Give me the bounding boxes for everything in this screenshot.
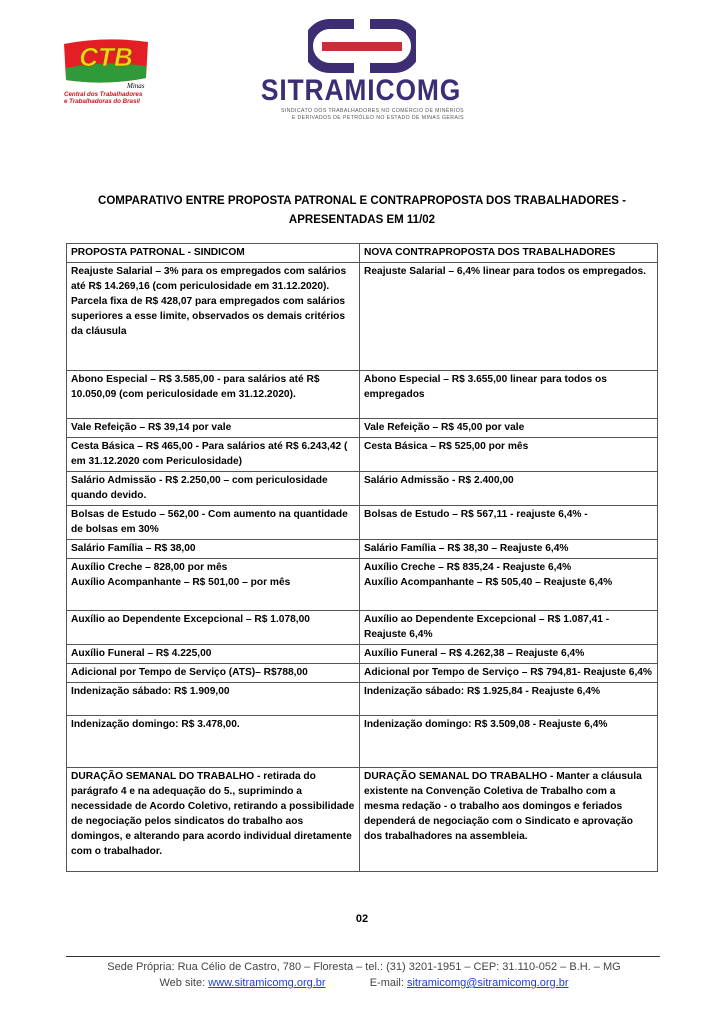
row-sunday-compensation-workers: Indenização domingo: R$ 3.509,08 - Reajuste 6,4%: [360, 716, 658, 768]
footer-contacts: [60, 977, 668, 989]
footer-divider: [66, 956, 660, 957]
ctb-logo: [62, 38, 162, 114]
table-row: [67, 371, 658, 419]
page-number: 02: [355, 913, 369, 925]
table-header-row: [67, 244, 658, 263]
table-row: [67, 438, 658, 472]
table-row: [67, 263, 658, 371]
ctb-flag-icon: [62, 38, 150, 84]
document-title: [60, 192, 664, 230]
row-food-basket-workers: Cesta Básica – R$ 525,00 por mês: [360, 438, 658, 472]
row-meal-voucher-employer: Vale Refeição – R$ 39,14 por vale: [67, 419, 360, 438]
comparison-table: [66, 243, 658, 872]
table-row: [67, 768, 658, 872]
row-saturday-compensation-employer: Indenização sábado: R$ 1.909,00: [67, 683, 360, 716]
sitramicomg-name: SITRAMICOMG: [260, 74, 462, 107]
email-link[interactable]: sitramicomg@sitramicomg.org.br: [406, 977, 569, 989]
email-label: E-mail:: [369, 977, 407, 989]
table-row: [67, 645, 658, 664]
row-saturday-compensation-workers: Indenização sábado: R$ 1.925,84 - Reajuste 6,4%: [360, 683, 658, 716]
sitramicomg-subtitle: [264, 108, 464, 121]
table-row: [67, 559, 658, 611]
sitramicomg-emblem-icon: [308, 18, 416, 74]
row-weekly-workload-employer: DURAÇÃO SEMANAL DO TRABALHO - retirada do parágrafo 4 e na adequação do 5., suprimindo a necessidade de Acordo Coletivo, retirando a possibilidade de negociação pelos sindicatos do trabalho aos domingos, e alterando para acordo individual diretamente com o trabalhador.: [67, 768, 360, 872]
table-row: [67, 419, 658, 438]
header-workers-counterproposal: NOVA CONTRAPROPOSTA DOS TRABALHADORES: [360, 244, 658, 263]
row-admission-salary-employer: Salário Admissão - R$ 2.250,00 – com periculosidade quando devido.: [67, 472, 360, 506]
table-row: [67, 664, 658, 683]
ctb-subtitle-line1: Central dos Trabalhadores: [64, 91, 143, 98]
cell-text: Reajuste Salarial – 6,4% linear para todos os empregados.: [364, 266, 646, 277]
row-food-basket-employer: Cesta Básica – R$ 465,00 - Para salários até R$ 6.243,42 ( em 31.12.2020 com Periculosidade): [67, 438, 360, 472]
row-salary-adjustment-workers: [360, 263, 658, 371]
row-family-salary-employer: Salário Família – R$ 38,00: [67, 540, 360, 559]
ctb-region: Minas: [127, 82, 145, 90]
row-seniority-bonus-workers: Adicional por Tempo de Serviço – R$ 794,81- Reajuste 6,4%: [360, 664, 658, 683]
sitramicomg-subtitle-line1: SINDICATO DOS TRABALHADORES NO COMÉRCIO DE MINÉRIOS: [281, 108, 464, 114]
sitramicomg-subtitle-line2: E DERIVADOS DE PETRÓLEO NO ESTADO DE MINAS GERAIS: [291, 114, 464, 121]
row-weekly-workload-workers: DURAÇÃO SEMANAL DO TRABALHO - Manter a cláusula existente na Convenção Coletiva de Trabalho com a mesma redação - o trabalho aos domingos e feriados dependerá de negociação com o Sindicato e aprovação dos trabalhadores na assembleia.: [360, 768, 658, 872]
cell-text: Reajuste Salarial – 3% para os empregados com salários até R$ 14.269,16 (com periculosidade em 31.12.2020). Parcela fixa de R$ 428,07 para empregados com salários superiores a esse limite, observados os demais critérios da cláusula: [71, 266, 347, 337]
row-seniority-bonus-employer: Adicional por Tempo de Serviço (ATS)– R$788,00: [67, 664, 360, 683]
document-title-line1: COMPARATIVO ENTRE PROPOSTA PATRONAL E CONTRAPROPOSTA DOS TRABALHADORES -: [98, 195, 626, 207]
row-sunday-compensation-employer: Indenização domingo: R$ 3.478,00.: [67, 716, 360, 768]
footer-address: Sede Própria: Rua Célio de Castro, 780 – Floresta – tel.: (31) 3201-1951 – CEP: 31.110-052 – B.H. – MG: [107, 961, 621, 973]
table-row: [67, 506, 658, 540]
row-daycare-aid-workers: [360, 559, 658, 611]
ctb-subtitle: [64, 91, 142, 105]
row-salary-adjustment-employer: [67, 263, 360, 371]
row-funeral-aid-employer: Auxílio Funeral – R$ 4.225,00: [67, 645, 360, 664]
row-meal-voucher-workers: Vale Refeição – R$ 45,00 por vale: [360, 419, 658, 438]
header-employer-proposal: PROPOSTA PATRONAL - SINDICOM: [67, 244, 360, 263]
row-daycare-aid-employer: [67, 559, 360, 611]
document-title-line2: APRESENTADAS EM 11/02: [288, 214, 436, 226]
cell-text: Auxílio Creche – R$ 835,24 - Reajuste 6,4% Auxílio Acompanhante – R$ 505,40 – Reajuste 6,4%: [364, 562, 613, 588]
table-row: [67, 540, 658, 559]
row-admission-salary-workers: Salário Admissão - R$ 2.400,00: [360, 472, 658, 506]
row-exceptional-dependent-workers: Auxílio ao Dependente Excepcional – R$ 1.087,41 - Reajuste 6,4%: [360, 611, 658, 645]
table-row: [67, 683, 658, 716]
table-row: [67, 716, 658, 768]
row-scholarships-employer: Bolsas de Estudo – 562,00 - Com aumento na quantidade de bolsas em 30%: [67, 506, 360, 540]
ctb-subtitle-line2: e Trabalhadoras do Brasil: [64, 98, 140, 105]
table-row: [67, 472, 658, 506]
website-link[interactable]: www.sitramicomg.org.br: [208, 977, 326, 989]
row-family-salary-workers: Salário Família – R$ 38,30 – Reajuste 6,4%: [360, 540, 658, 559]
sitramicomg-logo: [246, 16, 476, 120]
website-label: Web site:: [159, 977, 209, 989]
row-special-bonus-workers: Abono Especial – R$ 3.655,00 linear para todos os empregados: [360, 371, 658, 419]
cell-text: Auxílio Creche – 828,00 por mês Auxílio Acompanhante – R$ 501,00 – por mês: [71, 562, 291, 588]
row-funeral-aid-workers: Auxílio Funeral – R$ 4.262,38 – Reajuste 6,4%: [360, 645, 658, 664]
row-special-bonus-employer: Abono Especial – R$ 3.585,00 - para salários até R$ 10.050,09 (com periculosidade em 31.12.2020).: [67, 371, 360, 419]
row-scholarships-workers: Bolsas de Estudo – R$ 567,11 - reajuste 6,4% -: [360, 506, 658, 540]
svg-text:CTB: CTB: [79, 42, 133, 72]
row-exceptional-dependent-employer: Auxílio ao Dependente Excepcional – R$ 1.078,00: [67, 611, 360, 645]
table-row: [67, 611, 658, 645]
